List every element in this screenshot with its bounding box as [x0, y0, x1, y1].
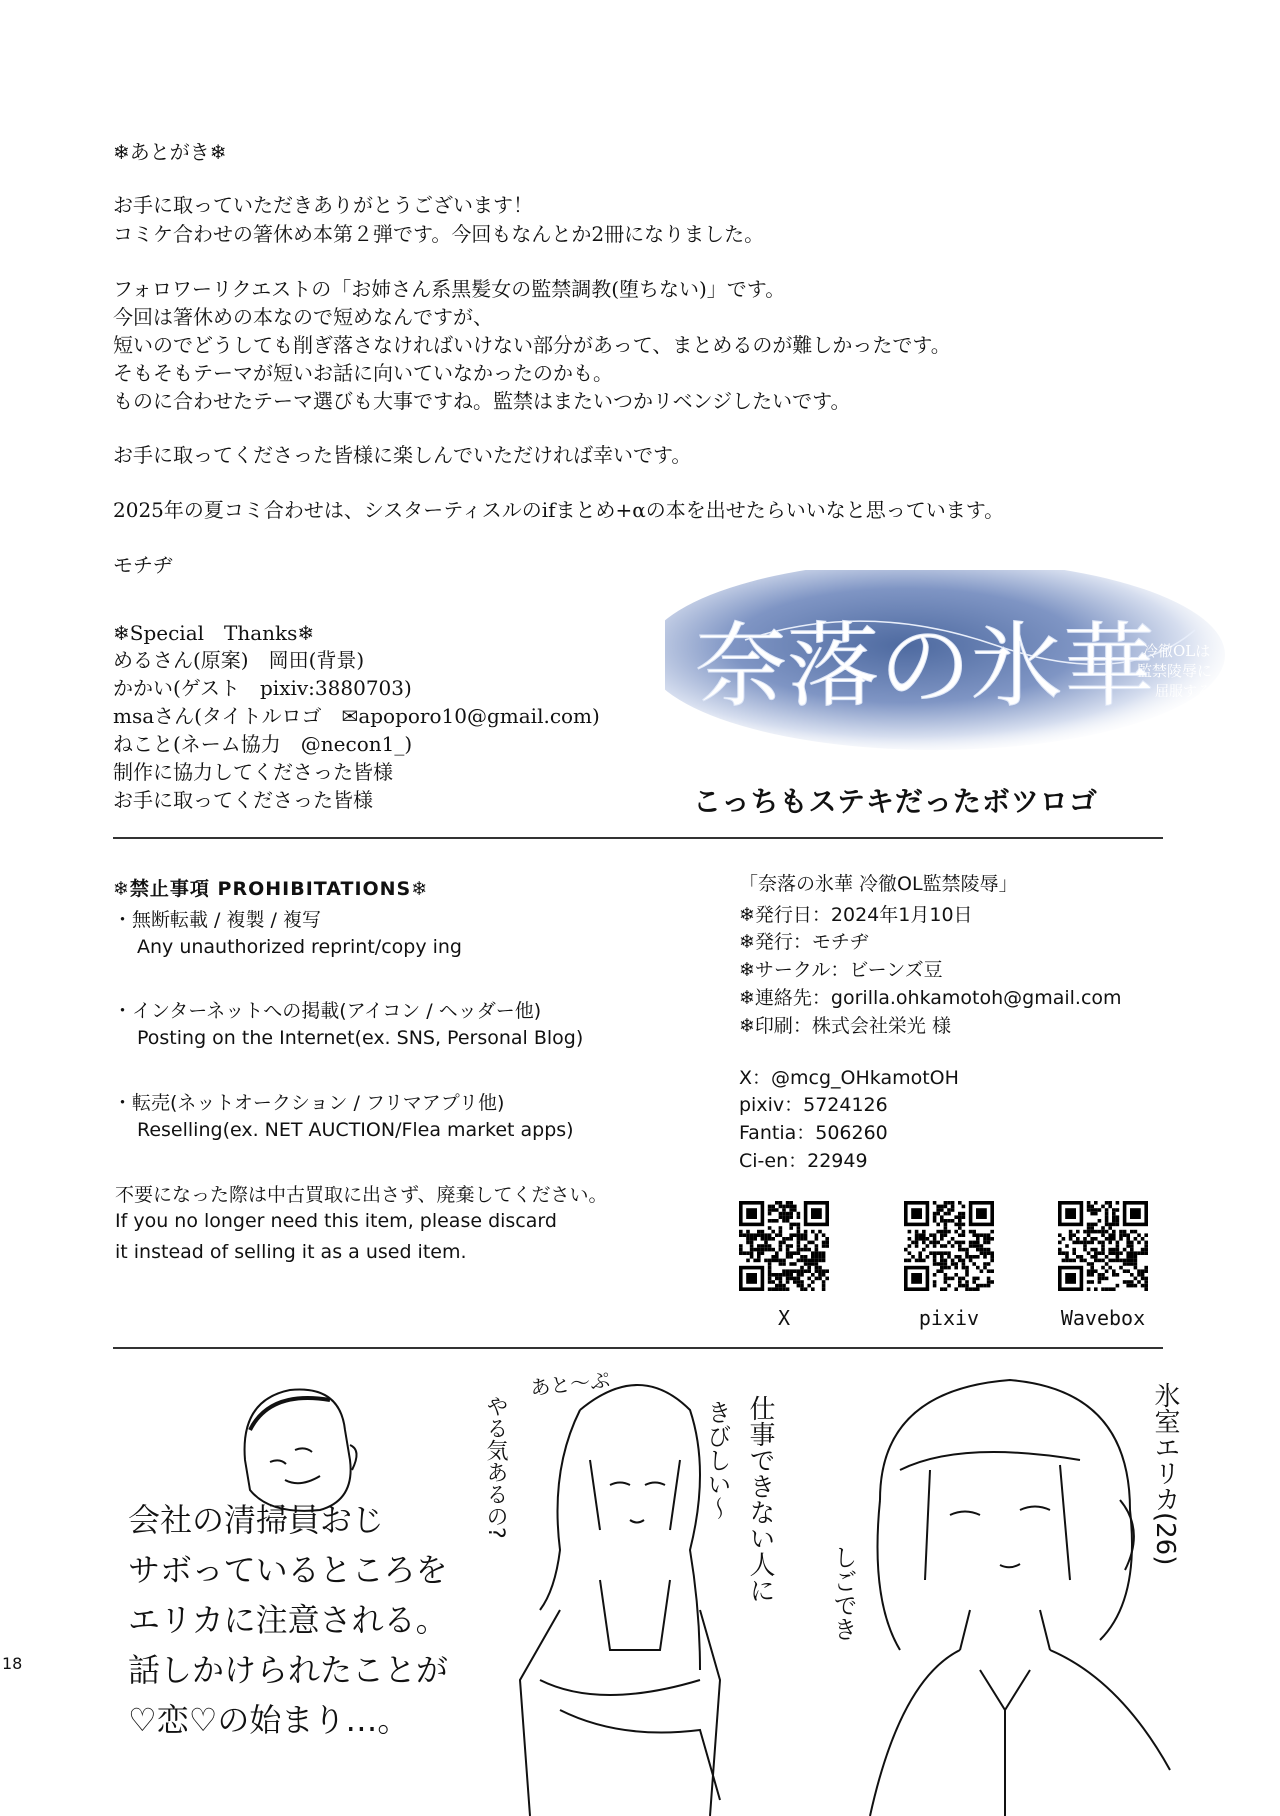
character-name-tag: 氷室エリカ(26): [1150, 1382, 1180, 1566]
afterword-heading: ❄あとがき❄: [113, 140, 227, 164]
sketch-caption-line: 話しかけられたことが: [128, 1651, 449, 1689]
erika-portrait-drawing: [870, 1380, 1170, 1816]
thanks-line: ねこと(ネーム協力 @necon1_): [113, 732, 413, 756]
special-thanks-heading: ❄Special Thanks❄: [113, 621, 315, 645]
disposal-notice-en: If you no longer need this item, please discard: [115, 1210, 557, 1232]
colophon-line: ❄サークル：ビーンズ豆: [739, 959, 943, 981]
afterword-line: 短いのでどうしても削ぎ落さなければいけない部分があって、まとめるのが難しかったです。: [113, 333, 951, 357]
afterword-line: コミケ合わせの箸休め本第２弾です。今回もなんとか2冊になりました。: [113, 222, 765, 246]
erika-standing-drawing: [520, 1385, 720, 1816]
logo-subtitle: 冷徹OLは: [1143, 642, 1211, 660]
thanks-line: かかい(ゲスト pixiv:3880703): [113, 676, 412, 700]
colophon-title: 「奈落の氷華 冷徹OL監禁陵辱」: [739, 873, 1018, 895]
social-link: X：@mcg_OHkamotOH: [739, 1067, 959, 1089]
qr-code-wavebox[interactable]: [1058, 1201, 1148, 1291]
thanks-line: めるさん(原案) 岡田(背景): [113, 648, 365, 672]
colophon-line: ❄発行：モチヂ: [739, 931, 869, 953]
sketch-caption-line: エリカに注意される。: [128, 1601, 448, 1639]
speech-left: やる気あるの?: [483, 1395, 508, 1539]
janitor-face-drawing: [245, 1390, 357, 1511]
qr-code-pixiv[interactable]: [904, 1201, 994, 1291]
afterword-line: 2025年の夏コミ合わせは、シスターティスルのifまとめ+αの本を出せたらいいなと思っています。: [113, 498, 1005, 522]
qr-label: pixiv: [918, 1306, 980, 1330]
speech-mid: きびしい〜: [703, 1400, 731, 1520]
sketch-caption-line: 会社の清掃員おじ: [128, 1501, 385, 1539]
thanks-line: お手に取ってくださった皆様: [113, 788, 373, 812]
shigodeki-note: しごでき: [829, 1545, 857, 1641]
colophon-line: ❄印刷：株式会社栄光 様: [739, 1015, 951, 1037]
prohibition-jp: ・インターネットへの掲載(アイコン / ヘッダー他): [113, 1000, 542, 1022]
title-logo: [665, 570, 1245, 750]
colophon-line: ❄連絡先：gorilla.ohkamotoh@gmail.com: [739, 987, 1122, 1009]
prohibition-en: Posting on the Internet(ex. SNS, Personal Blog): [137, 1027, 584, 1049]
thanks-line: msaさん(タイトルロゴ ✉apoporo10@gmail.com): [113, 704, 600, 728]
afterword-line: お手に取ってくださった皆様に楽しんでいただければ幸いです。: [113, 443, 692, 467]
social-link: pixiv：5724126: [739, 1094, 888, 1116]
afterword-line: お手に取っていただきありがとうございます！: [113, 193, 533, 217]
afterword-line: ものに合わせたテーマ選びも大事ですね。監禁はまたいつかリベンジしたいです。: [113, 389, 851, 413]
prohibition-jp: ・転売(ネットオークション / フリマアプリ他): [113, 1092, 505, 1114]
sketch-caption: [128, 1495, 448, 1745]
afterword-line: そもそもテーマが短いお話に向いていなかったのかも。: [113, 361, 613, 385]
speech-mid: 仕事できない人に: [745, 1395, 775, 1603]
social-link: Ci-en：22949: [739, 1150, 868, 1172]
logo-caption: こっちもステキだったボツロゴ: [693, 785, 1098, 818]
afterword-line: 今回は箸休めの本なので短めなんですが、: [113, 305, 493, 329]
prohibitions-heading: ❄禁止事項 PROHIBITATIONS❄: [113, 878, 429, 900]
logo-subtitle: 屈服する: [1155, 684, 1211, 700]
afterword-line: フォロワーリクエストの「お姉さん系黒髪女の監禁調教(堕ちない)」です。: [113, 277, 786, 301]
sketch-caption-line: ♡恋♡の始まり…。: [128, 1701, 410, 1739]
colophon-line: ❄発行日：2024年1月10日: [739, 904, 973, 926]
prohibition-en: Reselling(ex. NET AUCTION/Flea market apps): [137, 1119, 574, 1141]
speech-top: あと〜ぷ: [529, 1367, 612, 1401]
qr-code-x[interactable]: [739, 1201, 829, 1291]
qr-label: Wavebox: [1060, 1306, 1146, 1330]
author-signature: モチヂ: [113, 553, 173, 577]
qr-label: X: [777, 1306, 791, 1330]
prohibition-en: Any unauthorized reprint/copy ing: [137, 936, 462, 958]
prohibition-jp: ・無断転載 / 複製 / 複写: [113, 909, 321, 931]
disposal-notice-en: it instead of selling it as a used item.: [115, 1241, 467, 1263]
divider: [113, 837, 1163, 839]
logo-subtitle: 監禁陵辱に: [1137, 662, 1213, 680]
social-link: Fantia：506260: [739, 1122, 888, 1144]
sketch-caption-line: サボっているところを: [128, 1551, 448, 1589]
logo-title: 奈落の氷華: [695, 613, 1156, 720]
page-number: 18: [2, 1654, 23, 1673]
disposal-notice-jp: 不要になった際は中古買取に出さず、廃棄してください。: [115, 1184, 608, 1206]
thanks-line: 制作に協力してくださった皆様: [113, 760, 393, 784]
divider: [113, 1347, 1163, 1349]
